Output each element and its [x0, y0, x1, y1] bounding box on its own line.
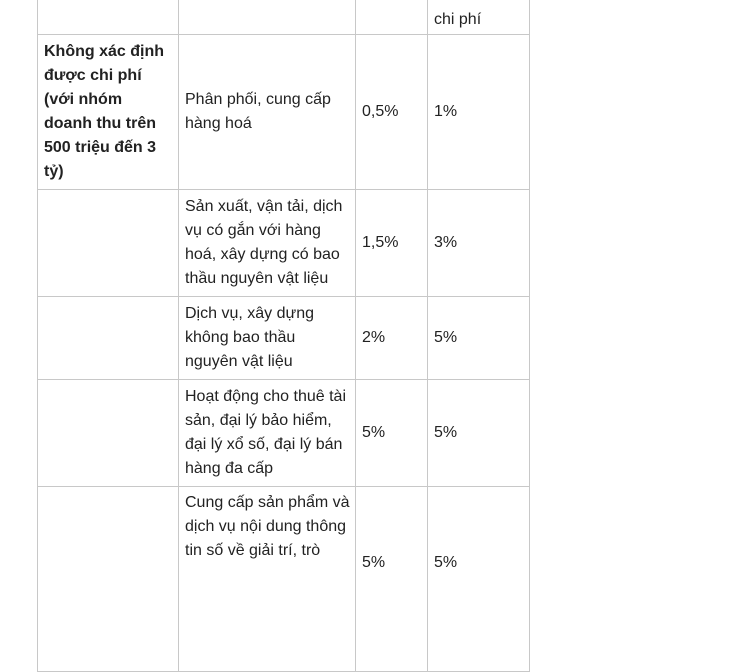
- rate-cell-2: 3%: [428, 190, 530, 297]
- table-cell-empty: [179, 0, 356, 35]
- table-cell-empty: [38, 190, 179, 297]
- activity-cell: Hoạt động cho thuê tài sản, đại lý bảo hiểm, đại lý xổ số, đại lý bán hàng đa cấp: [179, 380, 356, 487]
- table-cell-empty: [38, 380, 179, 487]
- table-row: [38, 190, 530, 297]
- table-row: [38, 297, 530, 380]
- rate-cell-1: 2%: [356, 297, 428, 380]
- table-row: [38, 380, 530, 487]
- rate-cell-1: 0,5%: [356, 35, 428, 190]
- rate-cell-2: 5%: [428, 380, 530, 487]
- rate-cell-2: 5%: [428, 297, 530, 380]
- table-row: [38, 35, 530, 190]
- table-cell-empty: [38, 0, 179, 35]
- rate-cell-2: 5%: [428, 487, 530, 672]
- activity-cell: Phân phối, cung cấp hàng hoá: [179, 35, 356, 190]
- table-cell-empty: [356, 0, 428, 35]
- tax-rate-table: [37, 0, 530, 672]
- rate-cell-1: 1,5%: [356, 190, 428, 297]
- group-label-cell: Không xác định được chi phí (với nhóm doanh thu trên 500 triệu đến 3 tỷ): [38, 35, 179, 190]
- rate-cell-1: 5%: [356, 380, 428, 487]
- table-cell-header-fragment: chi phí: [428, 0, 530, 35]
- table-row: [38, 487, 530, 672]
- tax-rate-table-container: [37, 0, 529, 672]
- table-cell-empty: [38, 297, 179, 380]
- activity-cell: Cung cấp sản phẩm và dịch vụ nội dung thông tin số về giải trí, trò: [179, 487, 356, 672]
- table-row: [38, 0, 530, 35]
- rate-cell-2: 1%: [428, 35, 530, 190]
- activity-cell: Dịch vụ, xây dựng không bao thầu nguyên vật liệu: [179, 297, 356, 380]
- rate-cell-1: 5%: [356, 487, 428, 672]
- table-cell-empty: [38, 487, 179, 672]
- activity-cell: Sản xuất, vận tải, dịch vụ có gắn với hàng hoá, xây dựng có bao thầu nguyên vật liệu: [179, 190, 356, 297]
